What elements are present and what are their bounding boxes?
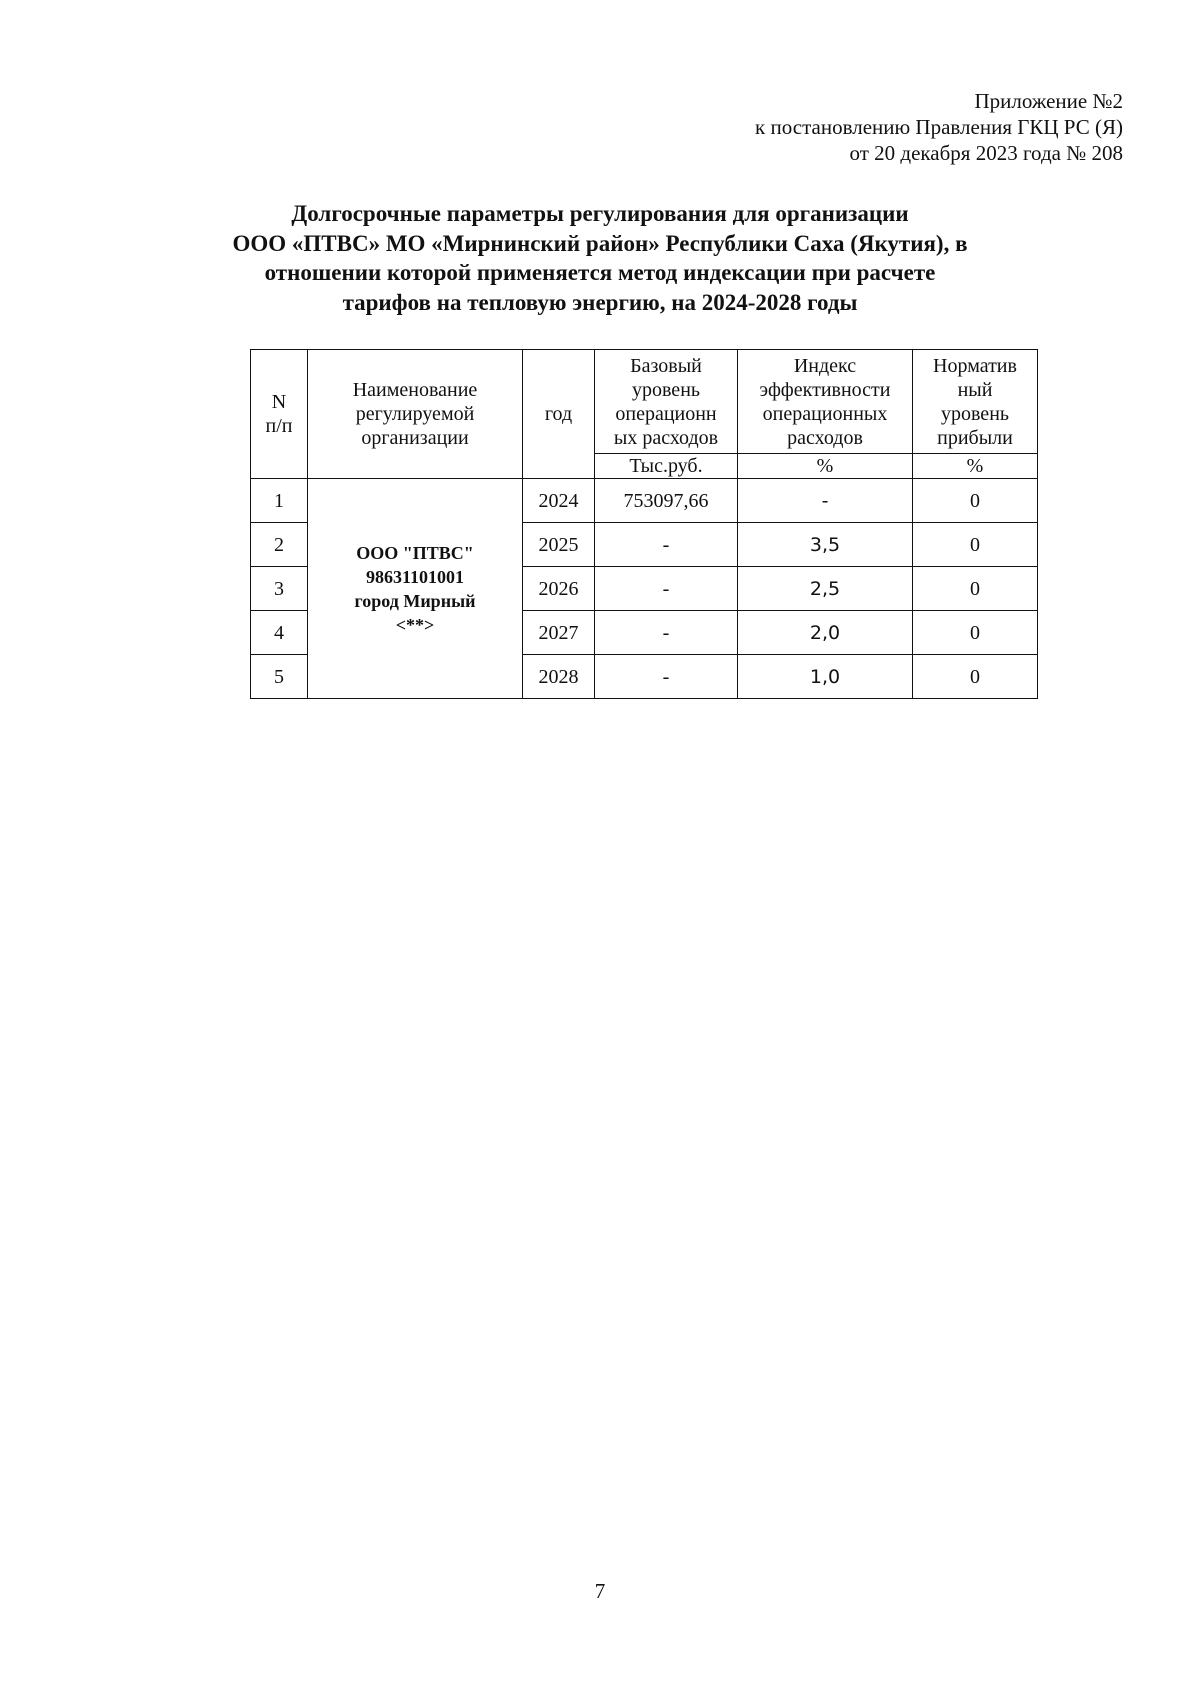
org-name: ООО "ПТВС" (356, 542, 474, 563)
row-profit: 0 (913, 611, 1038, 655)
header-num (251, 350, 308, 479)
row-base: 753097,66 (595, 479, 738, 523)
unit-base: Тыс.руб. (595, 454, 738, 479)
document-title (150, 199, 1050, 317)
org-city: город Мирный (354, 590, 476, 611)
row-base: - (595, 567, 738, 611)
unit-index: % (738, 454, 913, 479)
row-num: 4 (251, 611, 308, 655)
header-index-line: операционных (762, 402, 888, 425)
appendix-block (755, 88, 1123, 166)
parameters-table (250, 349, 1038, 699)
table-row (251, 479, 1038, 523)
row-num: 1 (251, 479, 308, 523)
title-line-4: тарифов на тепловую энергию, на 2024-2028 годы (342, 289, 858, 315)
title-line-3: отношении которой применяется метод индексации при расчете (264, 260, 936, 285)
row-base: - (595, 655, 738, 699)
row-profit: 0 (913, 567, 1038, 611)
header-profit-line: Норматив (933, 354, 1017, 377)
org-code: 98631101001 (365, 566, 464, 587)
header-index-line: Индекс (793, 354, 857, 377)
row-year: 2026 (523, 567, 595, 611)
row-index: 2,5 (738, 567, 913, 611)
row-index: 3,5 (738, 523, 913, 567)
header-name-line: Наименование (352, 379, 478, 401)
row-profit: 0 (913, 479, 1038, 523)
header-base-line: ых расходов (613, 426, 719, 449)
row-base: - (595, 611, 738, 655)
row-index: 1,0 (738, 655, 913, 699)
header-num-line: N (271, 391, 287, 413)
header-profit-line: ный (957, 378, 993, 401)
unit-profit: % (913, 454, 1038, 479)
org-note: <**> (395, 614, 435, 635)
header-index-line: расходов (787, 426, 863, 449)
row-num: 3 (251, 567, 308, 611)
organization-cell (308, 479, 523, 699)
header-base-line: операционн (615, 402, 717, 425)
row-num: 2 (251, 523, 308, 567)
header-profit-line: уровень (940, 402, 1010, 425)
header-index-line: эффективности (759, 378, 891, 401)
header-base-line: уровень (631, 378, 701, 401)
header-row (251, 350, 1038, 454)
header-name-line: организации (361, 427, 469, 449)
row-year: 2025 (523, 523, 595, 567)
title-line-1: Долгосрочные параметры регулирования для организации (291, 201, 909, 226)
header-year: год (523, 350, 595, 479)
row-profit: 0 (913, 655, 1038, 699)
appendix-date: от 20 декабря 2023 года № 208 (849, 141, 1123, 165)
header-name (308, 350, 523, 479)
row-profit: 0 (913, 523, 1038, 567)
header-name-line: регулируемой (355, 403, 475, 425)
title-line-2: ООО «ПТВС» МО «Мирнинский район» Республики Саха (Якутия), в (232, 230, 968, 256)
header-base-line: Базовый (630, 354, 702, 377)
header-index (738, 350, 913, 454)
appendix-label: Приложение №2 (974, 89, 1123, 113)
header-num-line: п/п (265, 415, 293, 437)
row-num: 5 (251, 655, 308, 699)
appendix-resolution: к постановлению Правления ГКЦ РС (Я) (755, 115, 1123, 139)
header-base (595, 350, 738, 454)
row-year: 2024 (523, 479, 595, 523)
header-profit-line: прибыли (937, 426, 1013, 449)
row-index: - (738, 479, 913, 523)
header-profit (913, 350, 1038, 454)
row-index: 2,0 (738, 611, 913, 655)
row-base: - (595, 523, 738, 567)
page-number: 7 (594, 1579, 606, 1603)
row-year: 2028 (523, 655, 595, 699)
row-year: 2027 (523, 611, 595, 655)
